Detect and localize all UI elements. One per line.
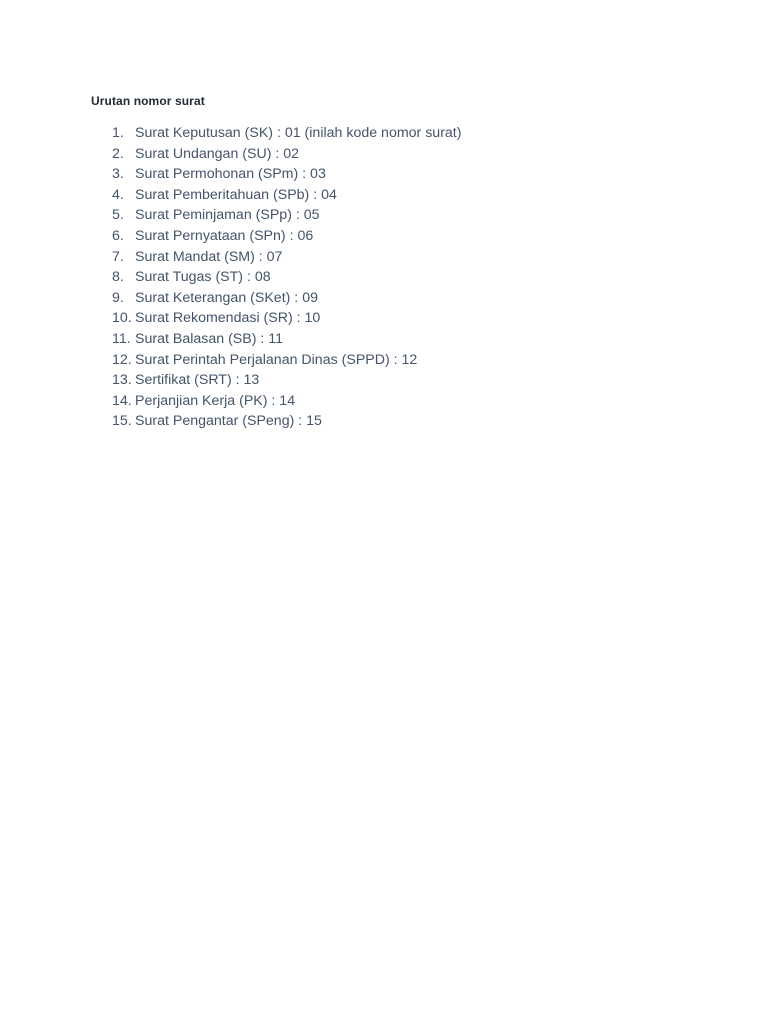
list-item — [112, 391, 461, 412]
list-item-number: 1. — [112, 125, 124, 141]
list-item — [112, 411, 461, 432]
list-item-text: Surat Pengantar (SPeng) : 15 — [135, 413, 322, 430]
list-item-number: 2. — [112, 145, 124, 162]
list-item-number: 12. — [112, 351, 132, 368]
list-item-text: Surat Keputusan (SK) : 01 (inilah kode nomor surat) — [135, 125, 462, 141]
list-item-number: 13. — [112, 372, 132, 389]
list-item — [112, 288, 461, 309]
list-item-number: 10. — [112, 310, 132, 327]
letter-code-list — [112, 123, 461, 432]
list-item-number: 4. — [112, 186, 124, 203]
list-item-text: Surat Balasan (SB) : 11 — [135, 330, 283, 347]
list-item-number: 8. — [112, 269, 124, 286]
list-item — [112, 205, 461, 226]
list-item-text: Surat Undangan (SU) : 02 — [135, 145, 300, 162]
list-item-text: Surat Pemberitahuan (SPb) : 04 — [135, 186, 337, 203]
list-item — [112, 123, 461, 144]
list-item-number: 7. — [112, 248, 124, 265]
list-item-text: Surat Perintah Perjalanan Dinas (SPPD) : 12 — [135, 351, 418, 368]
list-item — [112, 308, 461, 329]
list-item-number: 9. — [112, 289, 124, 306]
list-item-text: Sertifikat (SRT) : 13 — [135, 372, 260, 389]
list-item — [112, 350, 461, 371]
list-item — [112, 267, 461, 288]
list-item-number: 3. — [112, 166, 124, 183]
list-item-text: Perjanjian Kerja (PK) : 14 — [135, 392, 296, 409]
list-item-number: 6. — [112, 227, 124, 244]
list-item — [112, 185, 461, 206]
list-item-text: Surat Pernyataan (SPn) : 06 — [135, 227, 314, 244]
list-item-text: Surat Keterangan (SKet) : 09 — [135, 289, 318, 306]
list-item-number: 11. — [112, 330, 131, 347]
list-item — [112, 370, 461, 391]
list-item-text: Surat Mandat (SM) : 07 — [135, 248, 283, 265]
list-item — [112, 226, 461, 247]
list-item-number: 5. — [112, 207, 124, 224]
list-item — [112, 329, 461, 350]
list-item-text: Surat Rekomendasi (SR) : 10 — [135, 310, 321, 327]
list-item-number: 14. — [112, 392, 132, 409]
list-item-text: Surat Permohonan (SPm) : 03 — [135, 166, 326, 183]
list-item-number: 15. — [112, 413, 132, 430]
list-item — [112, 144, 461, 165]
list-item-text: Surat Tugas (ST) : 08 — [135, 269, 271, 286]
list-item — [112, 164, 461, 185]
document-heading: Urutan nomor surat — [91, 94, 205, 108]
list-item — [112, 247, 461, 268]
list-item-text: Surat Peminjaman (SPp) : 05 — [135, 207, 320, 224]
